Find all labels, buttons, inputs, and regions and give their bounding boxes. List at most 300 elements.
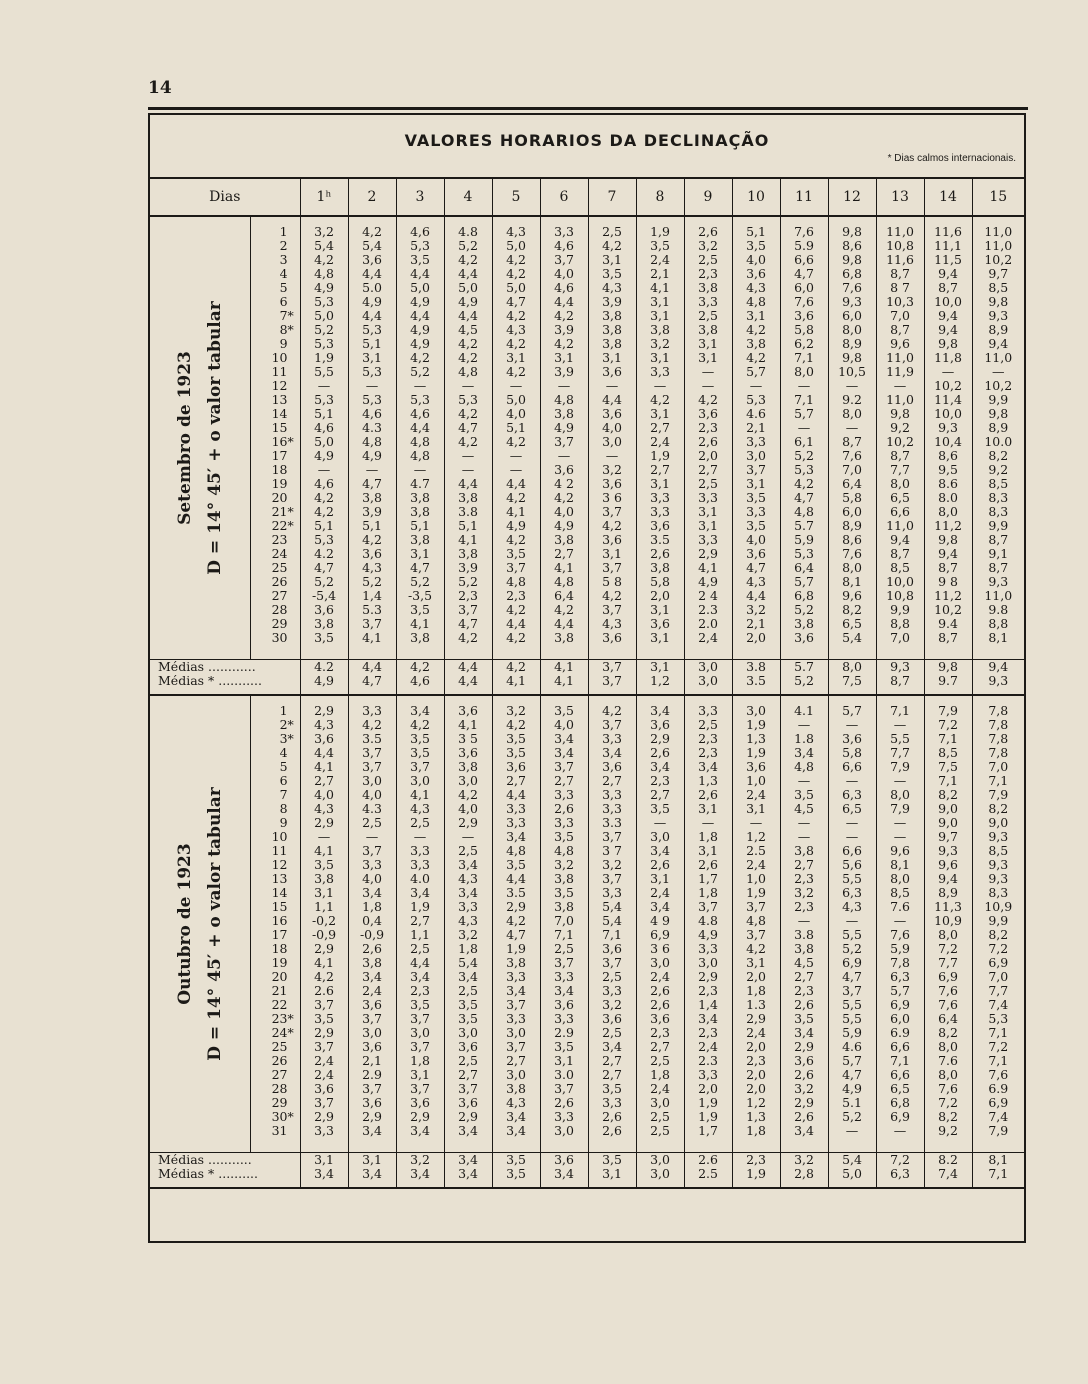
- value-cell: 3,0: [492, 1068, 540, 1082]
- value-cell: 3,4: [492, 1124, 540, 1138]
- pad-cell: [396, 1181, 444, 1188]
- pad-cell: [444, 1138, 492, 1153]
- value-cell: 4.6: [732, 407, 780, 421]
- value-cell: 2,9: [732, 1012, 780, 1026]
- pad-cell: [972, 1181, 1024, 1188]
- value-cell: 2,6: [588, 1124, 636, 1138]
- day-cell: [250, 253, 300, 267]
- pad-cell: [636, 1138, 684, 1153]
- day-cell: [250, 886, 300, 900]
- day-number: 7: [279, 787, 288, 802]
- value-cell: —: [396, 463, 444, 477]
- medias-value: 3.8: [732, 660, 780, 675]
- value-cell: 10,0: [876, 575, 924, 589]
- medias-value: 9.7: [924, 674, 972, 688]
- value-cell: —: [876, 718, 924, 732]
- value-cell: 9,9: [876, 603, 924, 617]
- value-cell: 3,5: [396, 746, 444, 760]
- day-number: 13: [271, 871, 288, 886]
- value-cell: —: [828, 914, 876, 928]
- medias-value: 5.7: [780, 660, 828, 675]
- medias-value: 4,2: [396, 660, 444, 675]
- value-cell: 8,2: [972, 928, 1024, 942]
- value-cell: 6,9: [972, 956, 1024, 970]
- value-cell: 3,6: [636, 519, 684, 533]
- table-row: [150, 928, 1024, 942]
- value-cell: 4,1: [348, 631, 396, 645]
- table-row: [150, 900, 1024, 914]
- pad-cell: [732, 1138, 780, 1153]
- value-cell: 11,0: [876, 351, 924, 365]
- value-cell: 3,3: [636, 365, 684, 379]
- table-row: [150, 435, 1024, 449]
- value-cell: 5,4: [348, 239, 396, 253]
- day-cell: [250, 970, 300, 984]
- calm-day-marker: *: [287, 1109, 294, 1124]
- value-cell: 4,7: [828, 1068, 876, 1082]
- day-cell: [250, 928, 300, 942]
- table-row: [150, 365, 1024, 379]
- value-cell: 3,9: [540, 365, 588, 379]
- value-cell: 2,3: [684, 732, 732, 746]
- value-cell: 4,8: [540, 844, 588, 858]
- day-cell: [250, 519, 300, 533]
- value-cell: 11,6: [876, 253, 924, 267]
- value-cell: 6,6: [828, 760, 876, 774]
- value-cell: 8,6: [924, 449, 972, 463]
- value-cell: 4,4: [492, 617, 540, 631]
- value-cell: 7,6: [924, 1082, 972, 1096]
- value-cell: 9,4: [924, 323, 972, 337]
- value-cell: 9,3: [972, 858, 1024, 872]
- value-cell: 3,7: [588, 718, 636, 732]
- medias-value: 7,5: [828, 674, 876, 688]
- month-side-label: [150, 216, 250, 660]
- value-cell: 2.9: [540, 1026, 588, 1040]
- value-cell: 1,7: [684, 1124, 732, 1138]
- table-row: [150, 956, 1024, 970]
- value-cell: 4,3: [732, 281, 780, 295]
- value-cell: 4,2: [300, 970, 348, 984]
- value-cell: 2,6: [684, 858, 732, 872]
- value-cell: 4.6: [828, 1040, 876, 1054]
- day-cell: [250, 872, 300, 886]
- value-cell: 3,7: [540, 1082, 588, 1096]
- value-cell: 4,9: [684, 575, 732, 589]
- value-cell: 7,2: [924, 942, 972, 956]
- value-cell: 3,5: [444, 1012, 492, 1026]
- value-cell: 4.1: [780, 704, 828, 718]
- value-cell: 4,4: [540, 295, 588, 309]
- value-cell: 1,1: [396, 928, 444, 942]
- table-row: [150, 970, 1024, 984]
- value-cell: 2,7: [780, 970, 828, 984]
- value-cell: 2,6: [636, 998, 684, 1012]
- value-cell: 2.3: [684, 1054, 732, 1068]
- value-cell: 8,3: [972, 491, 1024, 505]
- value-cell: 9,8: [828, 225, 876, 239]
- value-cell: 8,5: [972, 844, 1024, 858]
- value-cell: 9,3: [972, 575, 1024, 589]
- medias-value: 2,8: [780, 1167, 828, 1181]
- value-cell: 4,2: [780, 477, 828, 491]
- table-row: [150, 816, 1024, 830]
- value-cell: —: [444, 449, 492, 463]
- value-cell: 3,8: [540, 900, 588, 914]
- value-cell: 2,4: [732, 1026, 780, 1040]
- value-cell: 3,8: [780, 844, 828, 858]
- value-cell: 3,2: [492, 704, 540, 718]
- value-cell: 8,7: [924, 631, 972, 645]
- day-number: 16: [271, 434, 288, 449]
- value-cell: —: [876, 914, 924, 928]
- day-number: 24: [271, 1025, 288, 1040]
- value-cell: 5.3: [348, 603, 396, 617]
- medias-value: 3,4: [444, 1167, 492, 1181]
- value-cell: 3,8: [444, 760, 492, 774]
- value-cell: 1,7: [684, 872, 732, 886]
- medias-value: 1,9: [732, 1167, 780, 1181]
- value-cell: 9,6: [924, 858, 972, 872]
- value-cell: 3,7: [348, 1082, 396, 1096]
- value-cell: 3,1: [684, 519, 732, 533]
- calm-day-marker: *: [287, 322, 294, 337]
- value-cell: 7,1: [972, 774, 1024, 788]
- value-cell: 10,8: [876, 239, 924, 253]
- value-cell: 3,6: [588, 365, 636, 379]
- month-side-label: [150, 695, 250, 1153]
- value-cell: 2,5: [444, 844, 492, 858]
- value-cell: —: [828, 1124, 876, 1138]
- value-cell: 2,5: [588, 1026, 636, 1040]
- value-cell: 3,3: [540, 225, 588, 239]
- value-cell: 3 7: [588, 844, 636, 858]
- value-cell: 3,8: [300, 617, 348, 631]
- value-cell: 3,1: [684, 337, 732, 351]
- value-cell: 7,5: [924, 760, 972, 774]
- table-frame: [148, 113, 1026, 1243]
- medias-value: 4,9: [300, 674, 348, 688]
- pad-cell: [684, 1181, 732, 1188]
- value-cell: 6,4: [540, 589, 588, 603]
- value-cell: 3,5: [636, 802, 684, 816]
- value-cell: 7,6: [972, 1068, 1024, 1082]
- dias-header: Dias: [150, 178, 300, 216]
- value-cell: 3,3: [540, 1110, 588, 1124]
- medias-value: 3,1: [588, 1167, 636, 1181]
- value-cell: 2,3: [396, 984, 444, 998]
- value-cell: 3,3: [732, 505, 780, 519]
- table-row: [150, 309, 1024, 323]
- medias-value: 3,5: [492, 1167, 540, 1181]
- value-cell: 4,7: [492, 928, 540, 942]
- value-cell: 4,2: [348, 225, 396, 239]
- pad-cell: [828, 688, 876, 695]
- value-cell: 6,9: [876, 1110, 924, 1124]
- value-cell: 2,5: [684, 718, 732, 732]
- day-cell: [250, 1082, 300, 1096]
- value-cell: 3,1: [684, 844, 732, 858]
- value-cell: 1,8: [732, 1124, 780, 1138]
- day-number: 21: [271, 504, 288, 519]
- value-cell: 2,7: [300, 774, 348, 788]
- value-cell: 5,4: [588, 914, 636, 928]
- value-cell: 3,3: [540, 970, 588, 984]
- value-cell: 5,5: [828, 928, 876, 942]
- value-cell: 8,2: [828, 603, 876, 617]
- value-cell: 3,7: [540, 435, 588, 449]
- value-cell: 9,3: [924, 421, 972, 435]
- day-number: 18: [271, 941, 288, 956]
- pad-cell: [924, 688, 972, 695]
- value-cell: 3,0: [636, 830, 684, 844]
- value-cell: 5.0: [348, 281, 396, 295]
- medias-value: 4,7: [348, 674, 396, 688]
- value-cell: 6,8: [780, 589, 828, 603]
- value-cell: 9,3: [972, 872, 1024, 886]
- day-number: 18: [271, 462, 288, 477]
- formula-label: D = 14° 45′ + o valor tabular: [204, 301, 225, 575]
- value-cell: 11,0: [876, 519, 924, 533]
- value-cell: 3,0: [492, 1026, 540, 1040]
- medias-value: 9,3: [876, 660, 924, 675]
- value-cell: 4,3: [492, 1096, 540, 1110]
- value-cell: 4,5: [780, 802, 828, 816]
- value-cell: 1,2: [732, 830, 780, 844]
- value-cell: 3,1: [540, 1054, 588, 1068]
- day-cell: [250, 435, 300, 449]
- medias-value: 7,1: [972, 1167, 1024, 1181]
- value-cell: 4,9: [540, 519, 588, 533]
- value-cell: 1,8: [684, 886, 732, 900]
- value-cell: 3,8: [588, 309, 636, 323]
- value-cell: 4,3: [588, 281, 636, 295]
- value-cell: 4,9: [396, 295, 444, 309]
- value-cell: 5,0: [396, 281, 444, 295]
- padding-row: [150, 645, 1024, 660]
- day-number: 10: [271, 829, 288, 844]
- value-cell: 2,4: [636, 886, 684, 900]
- value-cell: 3,3: [684, 533, 732, 547]
- value-cell: 9,6: [876, 337, 924, 351]
- value-cell: 4,6: [540, 281, 588, 295]
- value-cell: 4,2: [492, 603, 540, 617]
- value-cell: 7,1: [876, 704, 924, 718]
- value-cell: 6,5: [828, 617, 876, 631]
- value-cell: 3,3: [588, 1096, 636, 1110]
- table-row: [150, 337, 1024, 351]
- value-cell: 5,2: [780, 603, 828, 617]
- value-cell: 9,9: [972, 914, 1024, 928]
- value-cell: 4,1: [300, 956, 348, 970]
- value-cell: 4,9: [828, 1082, 876, 1096]
- value-cell: 2,0: [732, 1040, 780, 1054]
- value-cell: 3,4: [780, 1026, 828, 1040]
- day-cell: [250, 477, 300, 491]
- value-cell: 8,2: [924, 788, 972, 802]
- value-cell: 2,9: [348, 1110, 396, 1124]
- value-cell: 5,7: [732, 365, 780, 379]
- value-cell: 11,3: [924, 900, 972, 914]
- value-cell: 4,4: [396, 421, 444, 435]
- value-cell: 8,7: [924, 561, 972, 575]
- value-cell: —: [540, 449, 588, 463]
- day-number: 19: [271, 476, 288, 491]
- value-cell: —: [588, 379, 636, 393]
- value-cell: 4,1: [492, 505, 540, 519]
- value-cell: 9,4: [924, 547, 972, 561]
- value-cell: 2,5: [396, 942, 444, 956]
- value-cell: 7,9: [876, 760, 924, 774]
- value-cell: 2,7: [444, 1068, 492, 1082]
- value-cell: 8,5: [924, 746, 972, 760]
- value-cell: 5,3: [444, 393, 492, 407]
- table-row: [150, 774, 1024, 788]
- day-cell: [250, 732, 300, 746]
- value-cell: 7,6: [876, 928, 924, 942]
- value-cell: 2,7: [684, 463, 732, 477]
- day-cell: [250, 309, 300, 323]
- value-cell: 4,2: [732, 323, 780, 337]
- hour-header: 5: [492, 178, 540, 216]
- value-cell: 3,1: [348, 351, 396, 365]
- value-cell: 3,1: [732, 477, 780, 491]
- value-cell: 8,0: [924, 505, 972, 519]
- value-cell: 11,2: [924, 589, 972, 603]
- pad-cell: [636, 645, 684, 660]
- value-cell: 9,0: [972, 816, 1024, 830]
- table-row: [150, 393, 1024, 407]
- value-cell: 9.2: [828, 393, 876, 407]
- value-cell: 2,4: [636, 253, 684, 267]
- value-cell: 5,0: [492, 281, 540, 295]
- medias-value: 4,4: [348, 660, 396, 675]
- day-cell: [250, 900, 300, 914]
- value-cell: 3,6: [828, 732, 876, 746]
- value-cell: 4,9: [348, 449, 396, 463]
- value-cell: 10,9: [972, 900, 1024, 914]
- section-separator: [150, 1181, 1024, 1188]
- value-cell: 7,0: [540, 914, 588, 928]
- value-cell: 4,2: [444, 407, 492, 421]
- value-cell: 4,2: [588, 519, 636, 533]
- value-cell: 4,2: [540, 491, 588, 505]
- value-cell: 1,8: [684, 830, 732, 844]
- value-cell: 3,6: [732, 760, 780, 774]
- value-cell: 3,9: [348, 505, 396, 519]
- value-cell: 3,1: [684, 802, 732, 816]
- table-row: [150, 323, 1024, 337]
- table-row: [150, 281, 1024, 295]
- table-row: [150, 407, 1024, 421]
- value-cell: 4,2: [444, 351, 492, 365]
- value-cell: —: [348, 379, 396, 393]
- value-cell: 10,2: [924, 603, 972, 617]
- table-row: [150, 253, 1024, 267]
- value-cell: 3,7: [348, 617, 396, 631]
- value-cell: 2,5: [588, 225, 636, 239]
- value-cell: 3,6: [780, 1054, 828, 1068]
- section-separator: [150, 688, 1024, 695]
- value-cell: 4,4: [348, 267, 396, 281]
- value-cell: 6,4: [780, 561, 828, 575]
- day-number: 7: [279, 308, 288, 323]
- value-cell: 8,2: [972, 802, 1024, 816]
- value-cell: 2,3: [780, 984, 828, 998]
- medias-value: 3,4: [540, 1167, 588, 1181]
- value-cell: 11,0: [972, 239, 1024, 253]
- day-number: 8: [279, 322, 288, 337]
- value-cell: 4,8: [348, 435, 396, 449]
- day-cell: [250, 1110, 300, 1124]
- day-cell: [250, 561, 300, 575]
- value-cell: 2,7: [588, 1068, 636, 1082]
- pad-cell: [250, 216, 300, 225]
- value-cell: 5,7: [828, 1054, 876, 1068]
- value-cell: 5,2: [780, 449, 828, 463]
- value-cell: 9,8: [924, 533, 972, 547]
- value-cell: 1,9: [684, 1110, 732, 1124]
- value-cell: 4,9: [348, 295, 396, 309]
- pad-cell: [396, 1138, 444, 1153]
- value-cell: 2,4: [636, 970, 684, 984]
- value-cell: 7,1: [876, 1054, 924, 1068]
- value-cell: 6,9: [972, 1096, 1024, 1110]
- value-cell: 3.5: [492, 886, 540, 900]
- pad-cell: [588, 645, 636, 660]
- value-cell: 5,3: [396, 393, 444, 407]
- day-cell: [250, 421, 300, 435]
- value-cell: 4,3: [300, 718, 348, 732]
- value-cell: 3,7: [588, 830, 636, 844]
- value-cell: 8,9: [828, 337, 876, 351]
- value-cell: 2,7: [636, 421, 684, 435]
- medias-label: Médias * ..........: [158, 1166, 258, 1181]
- value-cell: 3,0: [636, 956, 684, 970]
- value-cell: 5,1: [348, 337, 396, 351]
- value-cell: 3,8: [684, 281, 732, 295]
- value-cell: 6,6: [780, 253, 828, 267]
- value-cell: 4,8: [492, 575, 540, 589]
- value-cell: 3,6: [348, 253, 396, 267]
- medias-value: 2,3: [732, 1153, 780, 1168]
- value-cell: 2,3: [684, 421, 732, 435]
- value-cell: 6,6: [828, 844, 876, 858]
- value-cell: 3,8: [588, 337, 636, 351]
- day-cell: [250, 225, 300, 239]
- value-cell: 4,8: [732, 914, 780, 928]
- value-cell: 4,2: [396, 351, 444, 365]
- value-cell: 8,0: [828, 561, 876, 575]
- medias-row: [150, 660, 1024, 675]
- table-row: [150, 858, 1024, 872]
- value-cell: 2,0: [636, 589, 684, 603]
- value-cell: 6,1: [780, 435, 828, 449]
- value-cell: 3,6: [348, 1040, 396, 1054]
- day-cell: [250, 323, 300, 337]
- value-cell: 6,5: [876, 491, 924, 505]
- value-cell: 1,3: [732, 732, 780, 746]
- value-cell: 3,1: [732, 956, 780, 970]
- day-number: 29: [271, 616, 288, 631]
- value-cell: 6,4: [924, 1012, 972, 1026]
- value-cell: 8,7: [924, 281, 972, 295]
- medias-value: 7,2: [876, 1153, 924, 1168]
- value-cell: —: [828, 774, 876, 788]
- value-cell: 10,5: [828, 365, 876, 379]
- value-cell: 3,3: [492, 1012, 540, 1026]
- value-cell: 3,8: [396, 533, 444, 547]
